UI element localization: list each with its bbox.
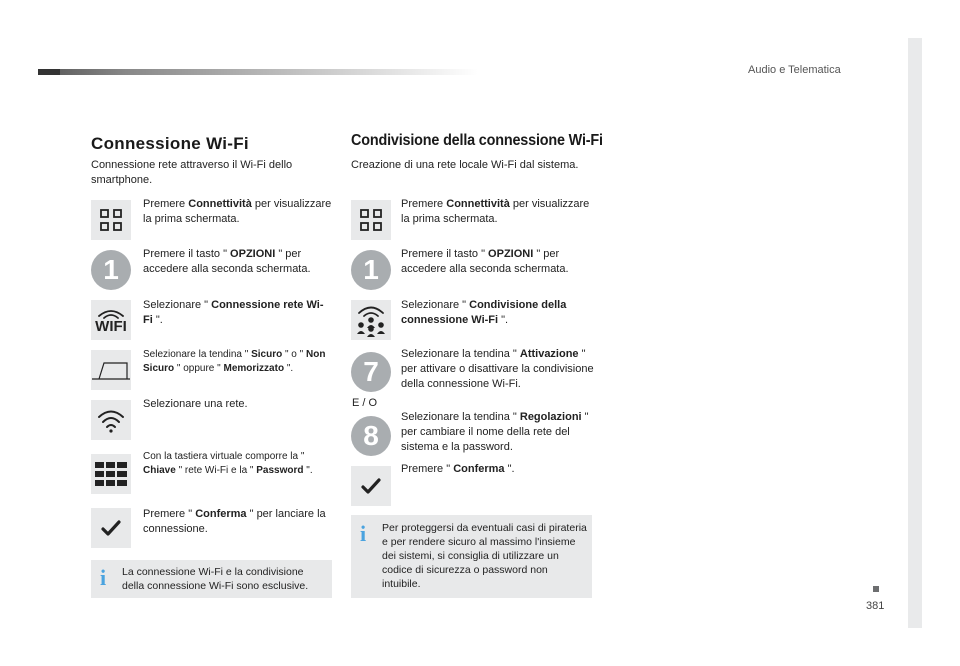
left-step-3-text: Selezionare " Connessione rete Wi-Fi ". [143, 299, 324, 326]
checkmark-icon [351, 466, 391, 506]
app-grid-icon [91, 200, 131, 240]
info-icon: i [100, 565, 107, 590]
step-number-8: 8 [351, 416, 391, 456]
left-step-5-text: Selezionare una rete. [143, 398, 248, 410]
and-or-label: E / O [352, 397, 378, 409]
right-step-5-text: Selezionare la tendina " Regolazioni " per cambiare il nome della rete del sistema e la password. [401, 411, 589, 453]
header-bar-accent [38, 69, 60, 75]
page-marker [873, 586, 879, 592]
wifi-signal-icon [91, 400, 131, 440]
wifi-share-icon [351, 300, 391, 340]
page-number: 381 [866, 600, 885, 612]
tab-folder-icon [91, 350, 131, 390]
checkmark-icon [91, 508, 131, 548]
right-step-2-text: Premere il tasto " OPZIONI " per accedere alla seconda schermata. [401, 248, 569, 275]
info-icon: i [360, 521, 367, 546]
left-step-2-text: Premere il tasto " OPZIONI " per accedere alla seconda schermata. [143, 248, 311, 275]
left-info-box [91, 560, 332, 598]
right-step-1-text: Premere Connettività per visualizzare la prima schermata. [401, 198, 590, 225]
left-step-1-text: Premere Connettività per visualizzare la prima schermata. [143, 198, 332, 225]
left-info-text: La connessione Wi-Fi e la condivisione della connessione Wi-Fi sono esclusive. [122, 566, 309, 592]
right-step-4-text: Selezionare la tendina " Attivazione " per attivare o disattivare la condivisione della connessione Wi-Fi. [401, 348, 594, 390]
header-gradient-bar [38, 69, 478, 75]
left-step-6-text: Con la tastiera virtuale comporre la " Chiave " rete Wi-Fi e la " Password ". [143, 451, 313, 476]
keyboard-icon [91, 454, 131, 494]
right-title: Condivisione della connessione Wi-Fi [351, 132, 603, 149]
left-step-7-text: Premere " Conferma " per lanciare la connessione. [143, 508, 326, 535]
step-number-1: 1 [351, 250, 391, 290]
right-info-text: Per proteggersi da eventuali casi di pirateria e per rendere sicuro al massimo l'insieme dei sistemi, si consiglia di utilizzare un codice di sicurezza o password non intuibile. [382, 522, 587, 590]
step-number-7: 7 [351, 352, 391, 392]
app-grid-icon [351, 200, 391, 240]
section-label: Audio e Telematica [748, 64, 841, 76]
right-step-6-text: Premere " Conferma ". [401, 463, 515, 475]
right-info-box [351, 515, 592, 598]
side-strip [908, 38, 922, 628]
left-intro: Connessione rete attraverso il Wi-Fi dello smartphone. [91, 159, 293, 186]
right-intro: Creazione di una rete locale Wi-Fi dal sistema. [351, 159, 579, 171]
step-number-1: 1 [91, 250, 131, 290]
left-title: Connessione Wi-Fi [91, 134, 249, 153]
wifi-text-icon: WIFI [91, 300, 131, 340]
right-step-3-text: Selezionare " Condivisione della connessione Wi-Fi ". [401, 299, 567, 326]
left-step-4-text: Selezionare la tendina " Sicuro " o " Non Sicuro " oppure " Memorizzato ". [143, 349, 326, 374]
